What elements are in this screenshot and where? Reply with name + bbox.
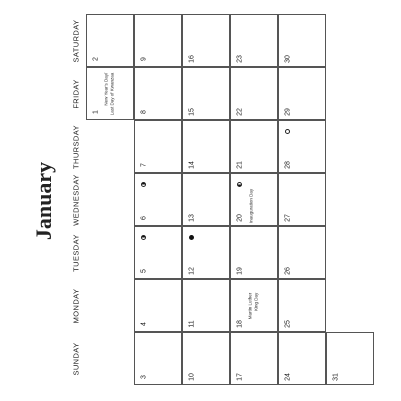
date-number: 27: [284, 214, 292, 222]
date-number: 17: [236, 373, 244, 381]
date-number: 14: [188, 161, 196, 169]
day-cell-8[interactable]: [134, 67, 182, 120]
date-number: 6: [140, 216, 148, 220]
date-number: 16: [188, 55, 196, 63]
date-number: 29: [284, 108, 292, 116]
day-cell-11[interactable]: [182, 279, 230, 332]
date-number: 12: [188, 267, 196, 275]
date-number: 7: [140, 163, 148, 167]
day-cell-10[interactable]: [182, 332, 230, 385]
moon-phase-half-bottom-icon: [237, 182, 242, 187]
moon-phase-half-top-icon: [141, 182, 146, 187]
holiday-note: Martin Luther King Day: [247, 292, 258, 320]
day-cell-14[interactable]: [182, 120, 230, 173]
moon-phase-full-icon: [285, 129, 290, 134]
date-number: 3: [140, 375, 148, 379]
moon-phase-half-top-icon: [141, 235, 146, 240]
holiday-note: Inauguration Day: [248, 188, 254, 224]
day-cell-25[interactable]: [278, 279, 326, 332]
weekday-label-saturday: SATURDAY: [71, 19, 81, 62]
day-cell-13[interactable]: [182, 173, 230, 226]
day-cell-20[interactable]: [230, 173, 278, 226]
date-number: 25: [284, 320, 292, 328]
day-cell-15[interactable]: [182, 67, 230, 120]
date-number: 9: [140, 57, 148, 61]
date-number: 19: [236, 267, 244, 275]
date-number: 11: [188, 320, 196, 328]
date-number: 2: [92, 57, 100, 61]
day-cell-19[interactable]: [230, 226, 278, 279]
day-cell-31[interactable]: [326, 332, 374, 385]
weekday-label-thursday: THURSDAY: [71, 124, 81, 169]
date-number: 18: [236, 320, 244, 328]
day-cell-16[interactable]: [182, 14, 230, 67]
date-number: 15: [188, 108, 196, 116]
day-cell-1[interactable]: [86, 67, 134, 120]
moon-phase-new-icon: [189, 235, 194, 240]
date-number: 24: [284, 373, 292, 381]
date-number: 30: [284, 55, 292, 63]
date-number: 8: [140, 110, 148, 114]
date-number: 26: [284, 267, 292, 275]
date-number: 22: [236, 108, 244, 116]
weekday-label-wednesday: WEDNESDAY: [71, 173, 81, 226]
date-number: 21: [236, 161, 244, 169]
weekday-label-monday: MONDAY: [71, 288, 81, 323]
date-number: 13: [188, 214, 196, 222]
date-number: 4: [140, 322, 148, 326]
date-number: 23: [236, 55, 244, 63]
date-number: 28: [284, 161, 292, 169]
date-number: 5: [140, 269, 148, 273]
date-number: 10: [188, 373, 196, 381]
day-cell-17[interactable]: [230, 332, 278, 385]
day-cell-30[interactable]: [278, 14, 326, 67]
day-cell-28[interactable]: [278, 120, 326, 173]
date-number: 1: [92, 110, 100, 114]
day-cell-21[interactable]: [230, 120, 278, 173]
day-cell-24[interactable]: [278, 332, 326, 385]
holiday-note: New Year's Day/ Last Day of Kwanzaa: [103, 72, 114, 116]
day-cell-6[interactable]: [134, 173, 182, 226]
date-number: 31: [332, 373, 340, 381]
month-title: January: [31, 161, 56, 241]
day-cell-4[interactable]: [134, 279, 182, 332]
day-cell-12[interactable]: [182, 226, 230, 279]
date-number: 20: [236, 214, 244, 222]
day-cell-7[interactable]: [134, 120, 182, 173]
day-cell-23[interactable]: [230, 14, 278, 67]
day-cell-27[interactable]: [278, 173, 326, 226]
day-cell-2[interactable]: [86, 14, 134, 67]
weekday-label-tuesday: TUESDAY: [71, 233, 81, 272]
day-cell-26[interactable]: [278, 226, 326, 279]
day-cell-29[interactable]: [278, 67, 326, 120]
weekday-label-friday: FRIDAY: [71, 78, 81, 109]
weekday-label-sunday: SUNDAY: [71, 341, 81, 376]
day-cell-22[interactable]: [230, 67, 278, 120]
day-cell-3[interactable]: [134, 332, 182, 385]
day-cell-5[interactable]: [134, 226, 182, 279]
day-cell-18[interactable]: [230, 279, 278, 332]
day-cell-9[interactable]: [134, 14, 182, 67]
